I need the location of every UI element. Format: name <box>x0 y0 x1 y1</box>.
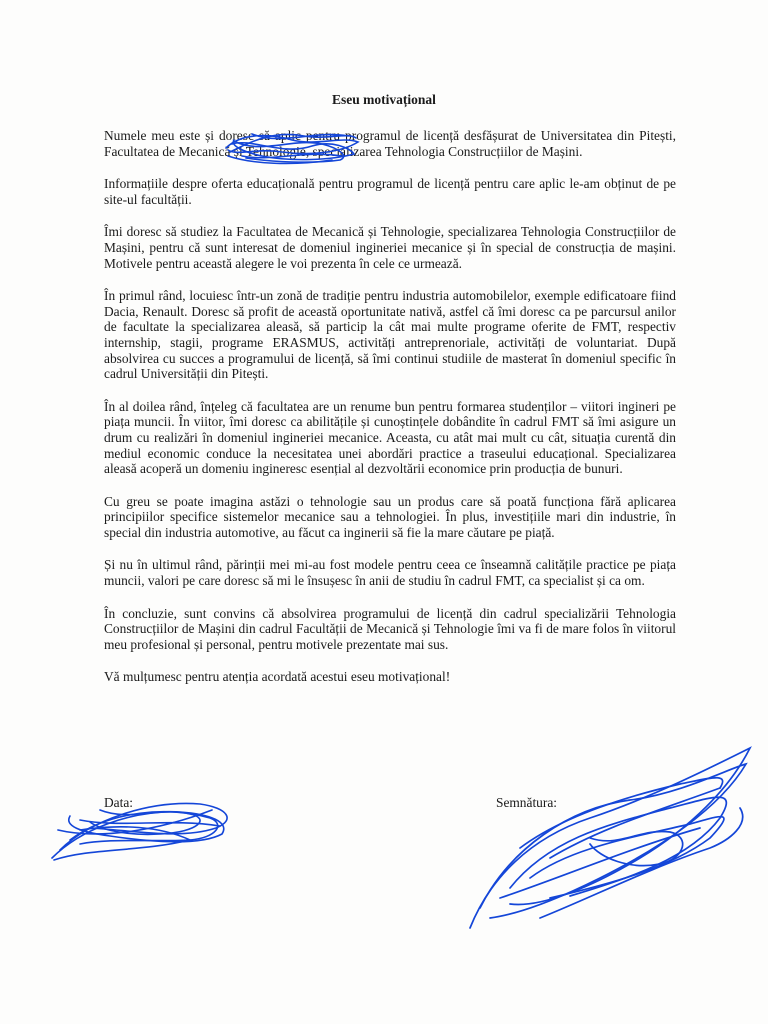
document-title: Eseu motivațional <box>332 92 436 107</box>
date-scribble <box>40 770 240 870</box>
name-redaction-scribble <box>222 126 362 168</box>
signature-label: Semnătura: <box>496 795 557 810</box>
paragraph-source: Informațiile despre oferta educațională pentru programul de licență pentru care aplic le-am obținut de pe site-ul facultății. <box>104 176 676 207</box>
paragraph-intro: Numele meu este și doresc să aplic pentru programul de licență desfășurat de Universitatea din Pitești, Facultatea de Mecanică și Tehnologie, specializarea Tehnologia Construcțiilor de Mașini. <box>104 128 676 159</box>
signature-scribble <box>450 728 760 938</box>
paragraph-third: Cu greu se poate imagina astăzi o tehnologie sau un produs care să poată funcționa fără aplicarea principiilor specifice sistemelor mecanice sau a tehnologiei. În plus, investițiile mari din industrie, în special din industria automotive, au făcut ca inginerii să fie la mare căutare pe piață. <box>104 493 676 540</box>
paragraph-first: În primul rând, locuiesc într-un zonă de tradiție pentru industria automobilelor, exemple edificatoare fiind Dacia, Renault. Doresc să profit de această oportunitate nativă, astfel că îmi doresc ca pe parcursul anilor de facultate la specializarea aleasă, să particip la cât mai multe programe oferite de FMT, respectiv internship, stagii, programe ERASMUS, activități antreprenoriale, activități de voluntariat. După absolvirea cu succes a programului de licență, să îmi continui studiile de masterat în domeniul specific în cadrul Universității din Pitești. <box>104 288 676 382</box>
document-body <box>104 128 676 702</box>
date-label: Data: <box>104 795 133 810</box>
paragraph-wish: Îmi doresc să studiez la Facultatea de Mecanică și Tehnologie, specializarea Tehnologia Construcțiilor de Mașini, pentru că sunt interesat de domeniul ingineriei mecanice și în special de construcția de mașini. Motivele pentru această alegere le voi prezenta în cele ce urmează. <box>104 224 676 271</box>
paragraph-conclusion: În concluzie, sunt convins că absolvirea programului de licență din cadrul specializării Tehnologia Construcțiilor de Mașini din cadrul Facultății de Mecanică și Tehnologie îmi va fi de mare folos în viitorul meu profesional și personal, pentru motivele prezentate mai sus. <box>104 605 676 652</box>
paragraph-fourth: Și nu în ultimul rând, părinții mei mi-au fost modele pentru ceea ce înseamnă calitățile practice pe piața muncii, valori pe care doresc să mi le însușesc în anii de studiu în cadrul FMT, ca specialist și ca om. <box>104 557 676 589</box>
paragraph-second: În al doilea rând, înțeleg că facultatea are un renume bun pentru formarea studenților – viitori ingineri pe piața muncii. În viitor, îmi doresc ca abilitățile și cunoștințele dobândite în cadrul FMT să îmi asigure un drum cu realizări în domeniul ingineriei mecanice. Aceasta, cu atât mai mult cu cât, situația curentă din mediul economic conduce la necesitatea unei abordări practice a traseului educațional. Specializarea aleasă acoperă un domeniu ingineresc esențial al dezvoltării economice prin producția de bunuri. <box>104 398 676 477</box>
paragraph-thanks: Vă mulțumesc pentru atenția acordată acestui eseu motivațional! <box>104 669 451 685</box>
